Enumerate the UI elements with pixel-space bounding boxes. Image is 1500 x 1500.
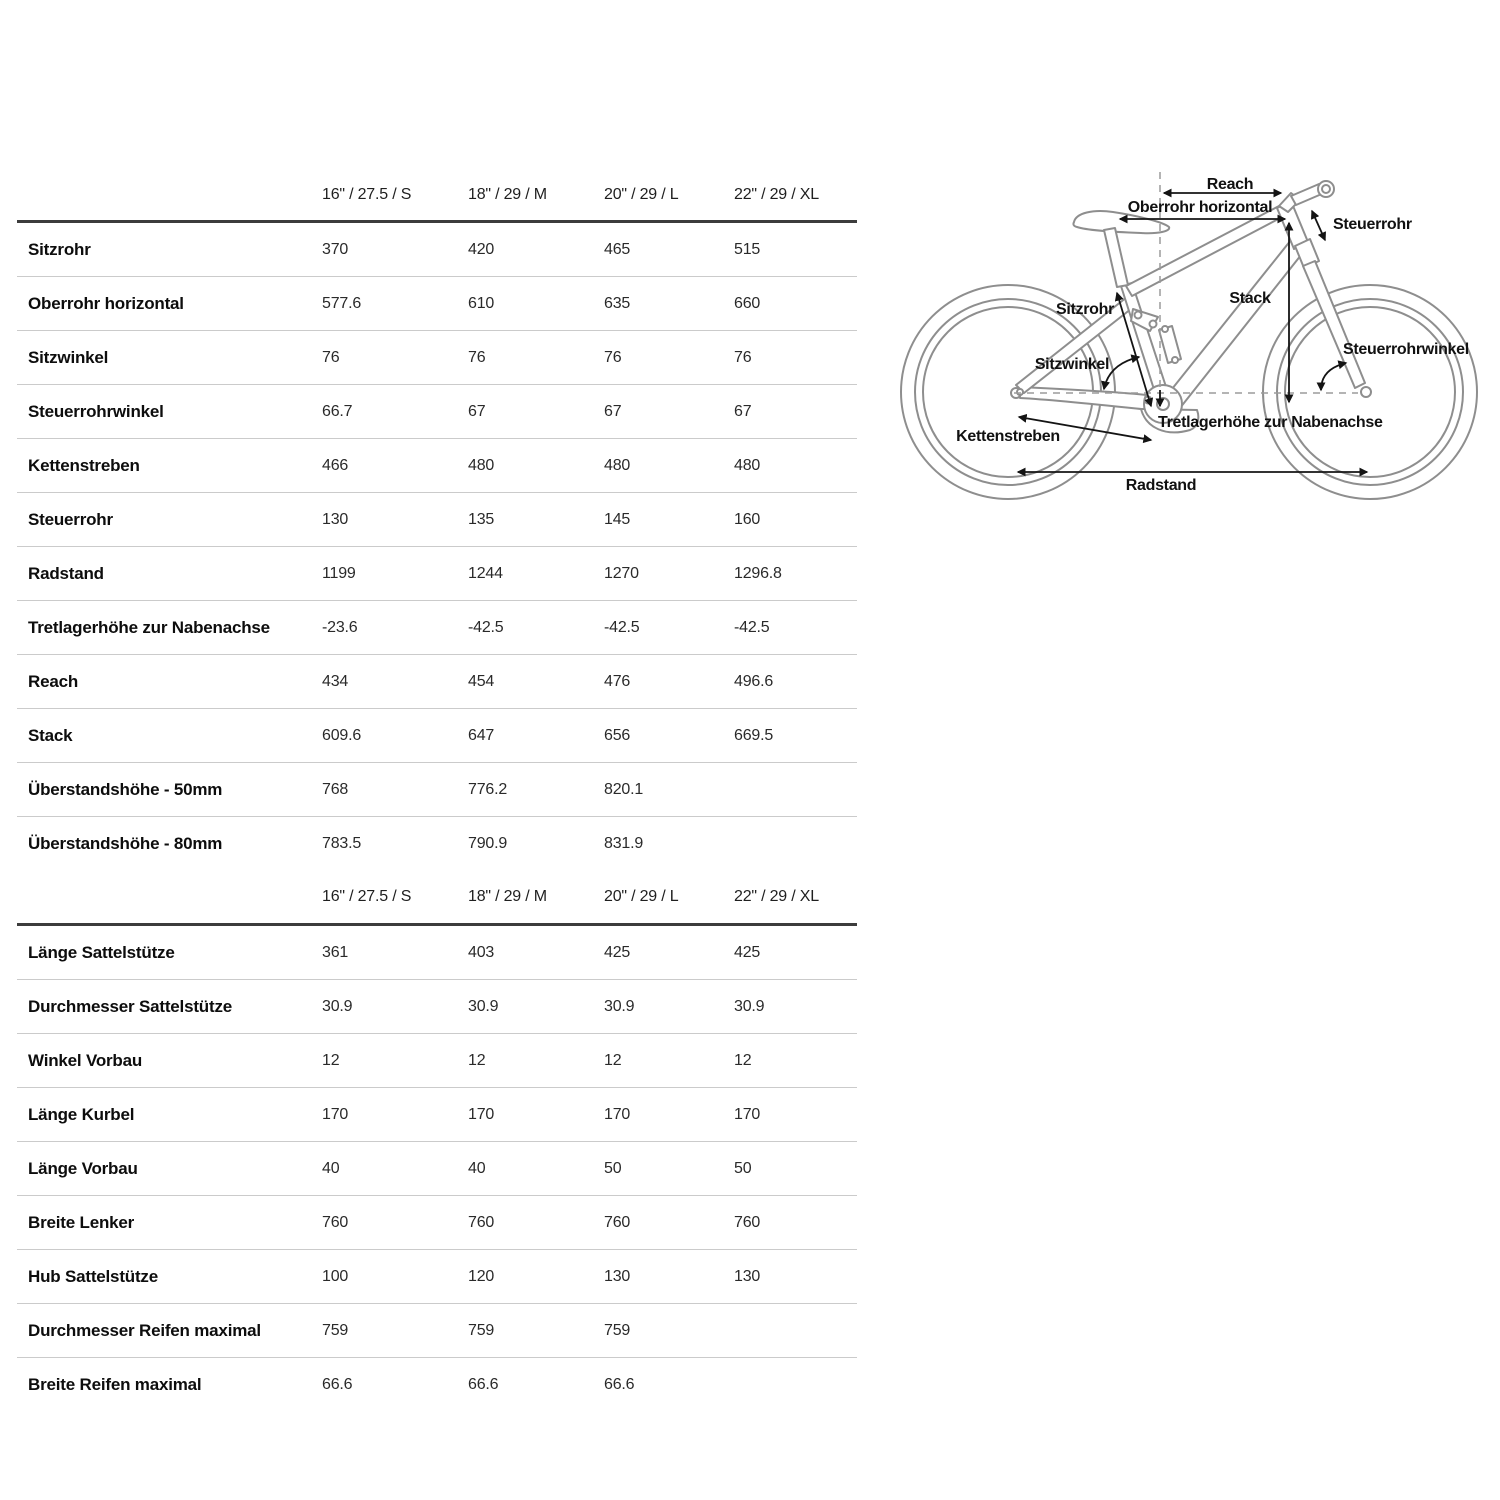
row-value: 40: [468, 1159, 486, 1177]
row-value: 454: [468, 672, 495, 690]
size-column-header: 22" / 29 / XL: [734, 186, 819, 203]
row-label: Steuerrohr: [28, 509, 113, 529]
row-value: 67: [604, 402, 622, 420]
reach-label: Reach: [1206, 176, 1254, 193]
seatpost: [1104, 228, 1128, 287]
row-value: 609.6: [322, 726, 362, 744]
table-row: [17, 439, 857, 493]
row-value: 496.6: [734, 672, 774, 690]
row-value: 465: [604, 240, 631, 258]
row-value: 50: [604, 1159, 622, 1177]
row-label: Sitzrohr: [28, 239, 91, 259]
row-value: 476: [604, 672, 631, 690]
row-value: 790.9: [468, 834, 508, 852]
row-value: 67: [734, 402, 752, 420]
row-value: 12: [468, 1051, 486, 1069]
row-label: Radstand: [28, 563, 104, 583]
row-value: 130: [322, 510, 349, 528]
row-value: 135: [468, 510, 495, 528]
chainstay: [1019, 387, 1150, 410]
table-row: [17, 1142, 857, 1196]
row-value: 760: [468, 1213, 495, 1231]
row-value: 66.6: [604, 1375, 635, 1393]
row-label: Länge Kurbel: [28, 1104, 135, 1124]
row-value: 170: [604, 1105, 631, 1123]
row-value: 12: [322, 1051, 340, 1069]
row-value: 760: [734, 1213, 761, 1231]
row-label: Durchmesser Reifen maximal: [28, 1320, 261, 1340]
row-value: 768: [322, 780, 349, 798]
steuerrohr-label: Steuerrohr: [1333, 216, 1412, 233]
frame-geometry-rows: [17, 223, 857, 870]
row-value: 669.5: [734, 726, 774, 744]
row-value: 170: [734, 1105, 761, 1123]
row-label: Stack: [28, 725, 73, 745]
component-geometry-rows: [17, 926, 857, 1411]
front-axle: [1361, 387, 1371, 397]
row-label: Länge Vorbau: [28, 1158, 138, 1178]
row-label: Durchmesser Sattelstütze: [28, 996, 232, 1016]
radstand-label: Radstand: [1125, 477, 1197, 494]
row-value: 145: [604, 510, 631, 528]
row-value: 403: [468, 943, 495, 961]
sitzrohr-label: Sitzrohr: [1055, 301, 1115, 318]
row-value: 160: [734, 510, 761, 528]
table-row: [17, 493, 857, 547]
row-value: 120: [468, 1267, 495, 1285]
size-column-header: 18" / 29 / M: [468, 887, 547, 905]
row-value: 170: [322, 1105, 349, 1123]
row-value: 370: [322, 240, 349, 258]
row-value: 1296.8: [734, 564, 782, 582]
row-value: 759: [322, 1321, 349, 1339]
sitzwinkel-arc: [1104, 357, 1139, 389]
row-value: 783.5: [322, 834, 362, 852]
row-value: 480: [604, 456, 631, 474]
row-label: Hub Sattelstütze: [28, 1266, 158, 1286]
row-value: 130: [734, 1267, 761, 1285]
table-row: [17, 1088, 857, 1142]
row-value: 67: [468, 402, 486, 420]
row-value: 76: [468, 348, 486, 366]
table-row: [17, 763, 857, 817]
row-value: 1244: [468, 564, 503, 582]
row-value: 480: [468, 456, 495, 474]
row-value: 361: [322, 943, 349, 961]
row-value: 515: [734, 240, 761, 258]
row-value: 100: [322, 1267, 349, 1285]
row-value: 76: [734, 348, 752, 366]
table-row: [17, 277, 857, 331]
row-value: 480: [734, 456, 761, 474]
row-label: Länge Sattelstütze: [28, 942, 175, 962]
row-value: 1270: [604, 564, 639, 582]
row-value: 30.9: [468, 997, 499, 1015]
table-row: [17, 709, 857, 763]
row-label: Kettenstreben: [28, 455, 140, 475]
row-label: Überstandshöhe - 50mm: [28, 779, 223, 799]
row-value: 12: [604, 1051, 622, 1069]
row-value: 1199: [322, 564, 356, 582]
table-row: [17, 223, 857, 277]
row-value: 12: [734, 1051, 752, 1069]
row-value: 577.6: [322, 294, 362, 312]
row-value: 425: [604, 943, 631, 961]
table-row: [17, 655, 857, 709]
row-value: 130: [604, 1267, 631, 1285]
table-row: [17, 331, 857, 385]
row-value: 66.6: [468, 1375, 499, 1393]
row-value: 831.9: [604, 834, 644, 852]
row-value: -42.5: [734, 618, 770, 636]
steuerrohr-arrow: [1312, 211, 1325, 240]
table-header-row-1: [17, 170, 857, 223]
geometry-table: [17, 170, 857, 1411]
size-column-header: 20" / 29 / L: [604, 186, 679, 203]
row-label: Breite Reifen maximal: [28, 1374, 202, 1394]
row-label: Tretlagerhöhe zur Nabenachse: [28, 617, 270, 637]
table-row: [17, 1034, 857, 1088]
row-label: Sitzwinkel: [28, 347, 109, 367]
kettenstreben-label: Kettenstreben: [956, 428, 1060, 445]
row-value: 66.6: [322, 1375, 353, 1393]
size-column-header: 20" / 29 / L: [604, 887, 679, 905]
table-row: [17, 817, 857, 870]
row-value: 40: [322, 1159, 340, 1177]
row-value: 759: [468, 1321, 495, 1339]
row-value: 76: [322, 348, 340, 366]
row-value: 30.9: [322, 997, 353, 1015]
row-value: 610: [468, 294, 495, 312]
steuerrohrwinkel-arc: [1321, 363, 1346, 390]
row-value: 170: [468, 1105, 495, 1123]
row-label: Steuerrohrwinkel: [28, 401, 164, 421]
sitzwinkel-label: Sitzwinkel: [1034, 356, 1110, 373]
size-column-header: 22" / 29 / XL: [734, 887, 819, 905]
row-value: 635: [604, 294, 631, 312]
table-row: [17, 547, 857, 601]
row-value: 647: [468, 726, 495, 744]
row-label: Oberrohr horizontal: [28, 293, 184, 313]
size-column-header: 16" / 27.5 / S: [322, 186, 412, 203]
tretlager-label: Tretlagerhöhe zur Nabenachse: [1158, 414, 1383, 431]
bike-geometry-diagram: [890, 160, 1500, 530]
table-header-row-2: [17, 870, 857, 926]
row-value: 760: [604, 1213, 631, 1231]
table-row: [17, 1358, 857, 1411]
row-label: Breite Lenker: [28, 1212, 135, 1232]
row-value: 434: [322, 672, 349, 690]
row-value: 656: [604, 726, 631, 744]
bottom-bracket: [1157, 398, 1169, 410]
row-value: 425: [734, 943, 761, 961]
steuerrohrwinkel-label: Steuerrohrwinkel: [1343, 341, 1469, 358]
row-value: 760: [322, 1213, 349, 1231]
row-value: 759: [604, 1321, 631, 1339]
size-column-header: 18" / 29 / M: [468, 186, 547, 203]
row-value: 30.9: [734, 997, 765, 1015]
row-label: Überstandshöhe - 80mm: [28, 833, 223, 853]
row-value: 776.2: [468, 780, 508, 798]
table-row: [17, 601, 857, 655]
table-row: [17, 385, 857, 439]
oberrohr-label: Oberrohr horizontal: [1127, 199, 1273, 216]
table-row: [17, 980, 857, 1034]
row-value: 820.1: [604, 780, 644, 798]
row-value: 420: [468, 240, 495, 258]
row-value: 76: [604, 348, 622, 366]
row-label: Reach: [28, 671, 79, 691]
row-value: 50: [734, 1159, 752, 1177]
row-value: 466: [322, 456, 349, 474]
row-value: 66.7: [322, 402, 353, 420]
table-row: [17, 1304, 857, 1358]
row-label: Winkel Vorbau: [28, 1050, 143, 1070]
grip: [1318, 181, 1334, 197]
row-value: -42.5: [604, 618, 640, 636]
diagram-labels: [956, 176, 1469, 494]
row-value: -23.6: [322, 618, 358, 636]
row-value: 30.9: [604, 997, 635, 1015]
fork-leg: [1303, 261, 1365, 388]
table-row: [17, 926, 857, 980]
row-value: 660: [734, 294, 761, 312]
stack-label: Stack: [1229, 290, 1271, 307]
table-row: [17, 1196, 857, 1250]
row-value: -42.5: [468, 618, 504, 636]
size-column-header: 16" / 27.5 / S: [322, 887, 412, 905]
table-row: [17, 1250, 857, 1304]
